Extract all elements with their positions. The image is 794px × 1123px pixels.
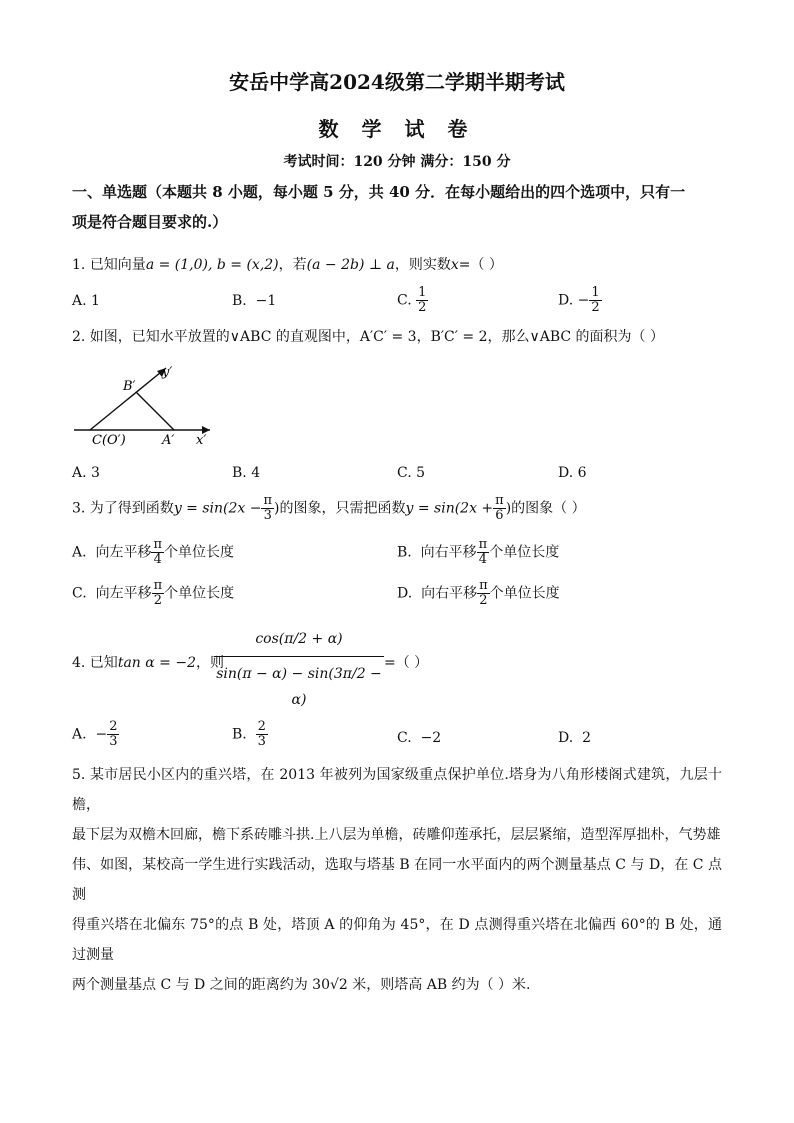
q2-diagram [70,360,220,450]
q4-answer-blank: =（ ） [384,655,429,671]
q1-option-d: D. − $\frac{1}{2}$ [558,285,600,315]
q4-option-d: D. 2 [558,730,592,746]
exam-info: 考试时间：120 分钟 满分：150 分 [283,154,511,170]
q4-option-b: B. $\frac{2}{3}$ [232,719,266,749]
q2-option-b: B. 4 [232,465,261,481]
q2-option-d: D. 6 [558,465,587,481]
q5-line: 最下层为双檐木回廊，檐下系砖雕斗拱.上八层为单檐，砖雕仰莲承托，层层紧缩，造型浑厚拙朴，气势雄 [72,827,721,843]
q1-option-b: B. −1 [232,293,277,309]
question-4-text: 4. 已知tan α = −2，则 [72,655,224,671]
label-c: C(O′) [92,433,126,448]
label-x: x′ [196,433,207,448]
q5-line: 得重兴塔在北偏东 75°的点 B 处，塔顶 A 的仰角为 45°，在 D 点测得重兴塔在北偏西 60°的 B 处，通过测量 [72,917,722,963]
q1-vectors: a = (1,0), b = (x,2) [145,257,279,273]
subject-title: 数 学 试 卷 [318,117,476,141]
question-1: 1. 已知向量a = (1,0), b = (x,2)，若(a − 2b) ⊥ a，则实数x=（ ） [72,257,503,273]
y-axis [90,368,166,430]
q2-option-c: C. 5 [397,465,426,481]
question-5 [72,760,722,1000]
q4-denominator: sin(π − α) − sin(3π/2 − α) [216,666,382,708]
q5-line: 两个测量基点 C 与 D 之间的距离约为 30√2 米，则塔高 AB 约为（ ）米. [72,977,531,993]
q1-condition: (a − 2b) ⊥ a [306,257,395,273]
label-b: B′ [123,379,136,394]
section-heading-line2: 项是符合题目要求的.） [72,213,228,231]
q1-option-a: A. 1 [72,293,100,309]
label-a: A′ [162,433,175,448]
q4-fraction [214,626,384,713]
label-y: y′ [162,365,173,380]
q4-option-c: C. −2 [397,730,442,746]
q4-numerator: cos(π/2 + α) [255,631,343,647]
section-heading-line1: 一、单选题（本题共 8 小题，每小题 5 分，共 40 分．在每小题给出的四个选项中，只有一 [72,183,686,201]
q2-option-a: A. 3 [72,465,100,481]
q5-line: 5. 某市居民小区内的重兴塔，在 2013 年被列为国家级重点保护单位.塔身为八角形楼阁式建筑，九层十檐， [72,767,722,813]
q4-option-a: A. − $\frac{2}{3}$ [72,719,118,749]
exam-title: 安岳中学高2024级第二学期半期考试 [229,70,565,94]
q3-option-d: D. 向右平移 $\frac{\pi}{2}$ 个单位长度 [397,578,560,608]
question-3: 3. 为了得到函数y = sin(2x − $\frac{\pi}{3}$ )的图象，只需把函数y = sin(2x + $\frac{\pi}{6}$ )的图象（ ） [72,493,586,523]
q1-option-c: C. $\frac{1}{2}$ [397,285,427,315]
segment-b-a [136,392,174,430]
q5-line: 伟、如图，某校高一学生进行实践活动，选取与塔基 B 在同一水平面内的两个测量基点 C 与 D，在 C 点测 [72,857,722,903]
q3-option-a: A. 向左平移 $\frac{\pi}{4}$ 个单位长度 [72,537,235,567]
q3-option-b: B. 向右平移 $\frac{\pi}{4}$ 个单位长度 [397,537,560,567]
question-2: 2. 如图，已知水平放置的∨ABC 的直观图中，A′C′ = 3，B′C′ = 2，那么∨ABC 的面积为（ ） [72,329,665,345]
q3-option-c: C. 向左平移 $\frac{\pi}{2}$ 个单位长度 [72,578,235,608]
